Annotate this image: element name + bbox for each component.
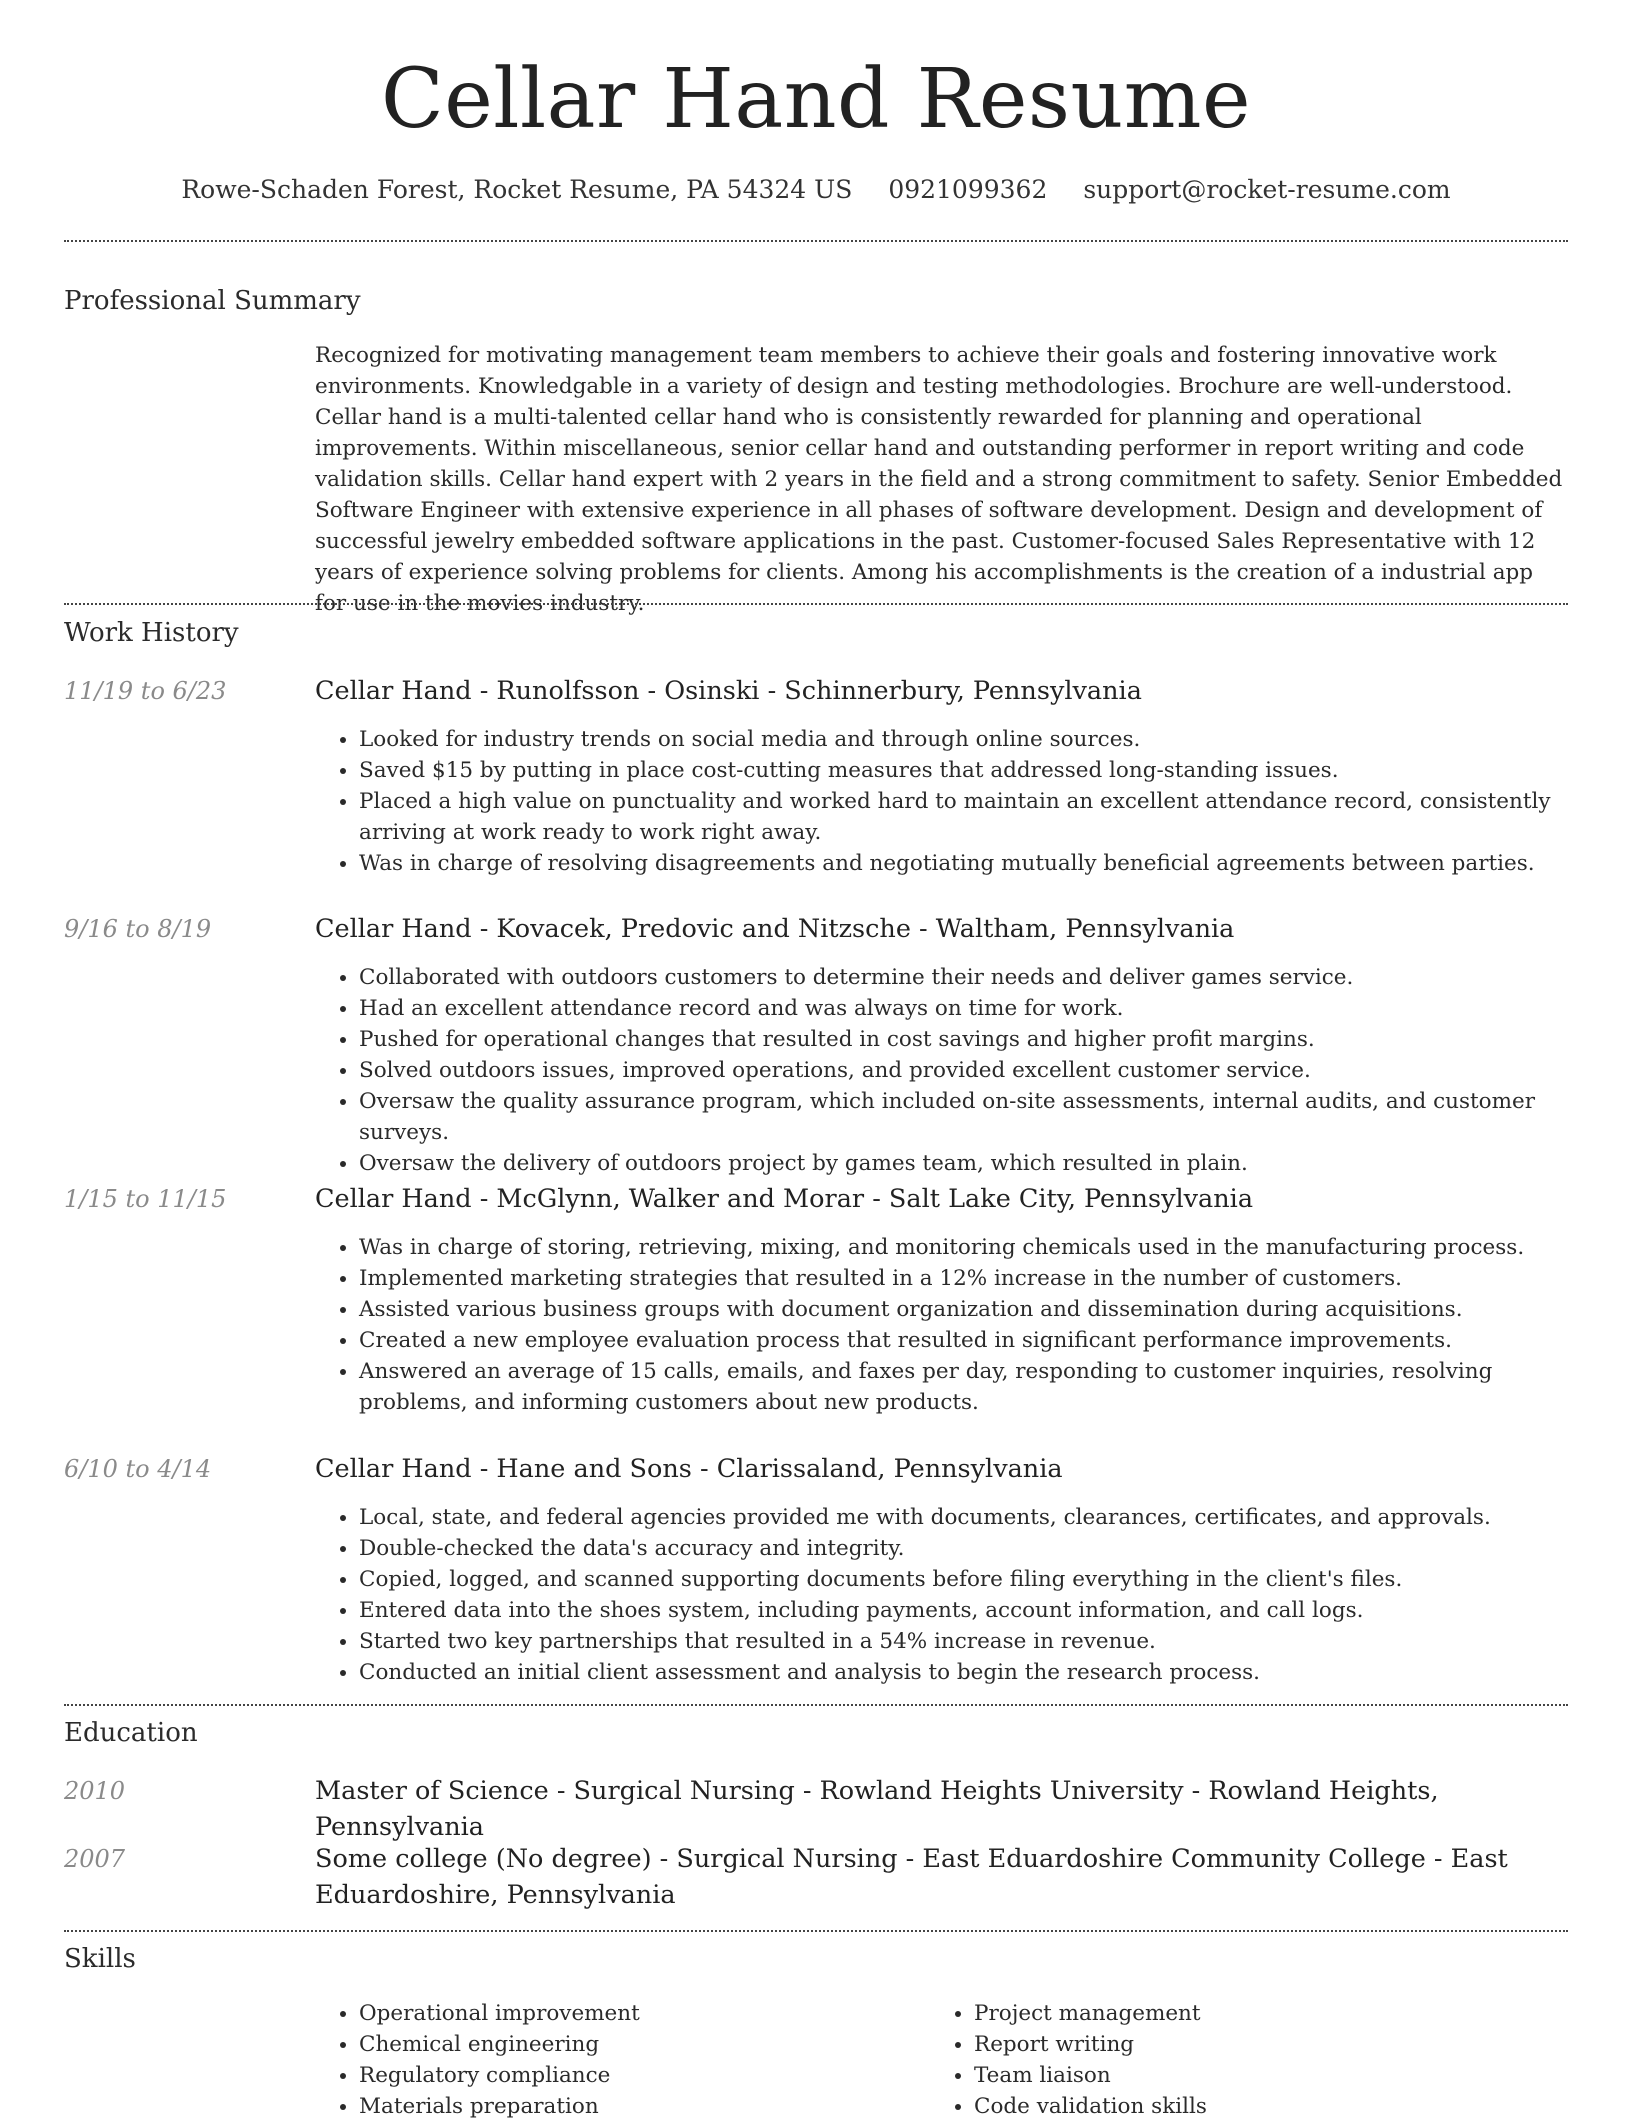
list-item: • Team liaison: [974, 2060, 1530, 2091]
job-dates: 6/10 to 4/14: [64, 1455, 212, 1483]
list-item: • Report writing: [974, 2029, 1530, 2060]
summary-text: Recognized for motivating management team members to achieve their goals and fostering innovative work environments. Knowledgable in a variety of design and testing methodologies. Brochure are well-understood. Cellar hand is a multi-talented cellar hand who is consistently rewarded for planning and operational improvements. Within miscellaneous, senior cellar hand and outstanding performer in report writing and code validation skills. Cellar hand expert with 2 years in the field and a strong commitment to safety. Senior Embedded Software Engineer with extensive experience in all phases of software development. Design and development of successful jewelry embedded software applications in the past. Customer-focused Sales Representative with 12 years of experience solving problems for clients. Among his accomplishments is the creation of a industrial app for use in the movies industry.: [315, 343, 1563, 616]
list-item: • Conducted an initial client assessment and analysis to begin the research process.: [359, 1657, 1568, 1688]
skills-list-right: [930, 1998, 1530, 2122]
list-item: • Created a new employee evaluation process that resulted in significant performance improvements.: [359, 1325, 1568, 1356]
list-item: • Materials preparation: [359, 2091, 915, 2122]
education-year: 2010: [64, 1777, 126, 1805]
section-title-education: Education: [64, 1718, 198, 1748]
list-item: • Pushed for operational changes that resulted in cost savings and higher profit margins.: [359, 1024, 1568, 1055]
list-item: • Oversaw the quality assurance program, which included on-site assessments, internal audits, and customer surveys.: [359, 1086, 1568, 1148]
list-item: • Regulatory compliance: [359, 2060, 915, 2091]
job-dates: 11/19 to 6/23: [64, 677, 227, 705]
section-title-skills: Skills: [64, 1944, 136, 1974]
list-item: • Chemical engineering: [359, 2029, 915, 2060]
list-item: • Operational improvement: [359, 1998, 915, 2029]
list-item: • Code validation skills: [974, 2091, 1530, 2122]
list-item: • Was in charge of storing, retrieving, mixing, and monitoring chemicals used in the manufacturing process.: [359, 1232, 1568, 1263]
job-title: Cellar Hand - Hane and Sons - Clarissaland, Pennsylvania: [315, 1454, 1063, 1484]
list-item: • Project management: [974, 1998, 1530, 2029]
list-item: • Entered data into the shoes system, including payments, account information, and call logs.: [359, 1595, 1568, 1626]
contact-phone: 0921099362: [888, 175, 1048, 204]
list-item: • Had an excellent attendance record and was always on time for work.: [359, 993, 1568, 1024]
job-bullets: [315, 724, 1568, 879]
resume-title: Cellar Hand Resume: [380, 52, 1252, 147]
list-item: • Saved $15 by putting in place cost-cutting measures that addressed long-standing issues.: [359, 755, 1568, 786]
education-year: 2007: [64, 1845, 126, 1873]
job-bullets: [315, 962, 1568, 1179]
job-bullets: [315, 1232, 1568, 1418]
contact-address: Rowe-Schaden Forest, Rocket Resume, PA 54324 US: [181, 175, 853, 204]
job-title: Cellar Hand - Kovacek, Predovic and Nitzsche - Waltham, Pennsylvania: [315, 914, 1235, 944]
divider: [64, 1704, 1568, 1706]
job-dates: 1/15 to 11/15: [64, 1185, 227, 1213]
divider: [64, 240, 1568, 242]
divider: [64, 1930, 1568, 1932]
contact-email: support@rocket-resume.com: [1083, 175, 1451, 204]
list-item: • Implemented marketing strategies that resulted in a 12% increase in the number of customers.: [359, 1263, 1568, 1294]
contact-line: [0, 170, 1632, 210]
section-title-summary: Professional Summary: [64, 286, 361, 316]
job-title: Cellar Hand - Runolfsson - Osinski - Schinnerbury, Pennsylvania: [315, 676, 1142, 706]
list-item: • Looked for industry trends on social media and through online sources.: [359, 724, 1568, 755]
job-bullets: [315, 1502, 1568, 1688]
divider: [64, 603, 1568, 605]
list-item: • Collaborated with outdoors customers to determine their needs and deliver games service.: [359, 962, 1568, 993]
job-title: Cellar Hand - McGlynn, Walker and Morar - Salt Lake City, Pennsylvania: [315, 1184, 1254, 1214]
list-item: • Copied, logged, and scanned supporting documents before filing everything in the client's files.: [359, 1564, 1568, 1595]
education-title: Some college (No degree) - Surgical Nursing - East Eduardoshire Community College - East Eduardoshire, Pennsylvania: [315, 1844, 1508, 1910]
list-item: • Solved outdoors issues, improved operations, and provided excellent customer service.: [359, 1055, 1568, 1086]
list-item: • Double-checked the data's accuracy and integrity.: [359, 1533, 1568, 1564]
list-item: • Assisted various business groups with document organization and dissemination during acquisitions.: [359, 1294, 1568, 1325]
list-item: • Started two key partnerships that resulted in a 54% increase in revenue.: [359, 1626, 1568, 1657]
job-dates: 9/16 to 8/19: [64, 915, 212, 943]
list-item: • Was in charge of resolving disagreements and negotiating mutually beneficial agreements between parties.: [359, 848, 1568, 879]
section-title-work-history: Work History: [64, 618, 239, 648]
list-item: • Placed a high value on punctuality and worked hard to maintain an excellent attendance record, consistently arriving at work ready to work right away.: [359, 786, 1568, 848]
list-item: • Oversaw the delivery of outdoors project by games team, which resulted in plain.: [359, 1148, 1568, 1179]
list-item: • Local, state, and federal agencies provided me with documents, clearances, certificates, and approvals.: [359, 1502, 1568, 1533]
education-title: Master of Science - Surgical Nursing - Rowland Heights University - Rowland Heights, Pennsylvania: [315, 1776, 1439, 1842]
list-item: • Answered an average of 15 calls, emails, and faxes per day, responding to customer inquiries, resolving problems, and informing customers about new products.: [359, 1356, 1568, 1418]
skills-list-left: [315, 1998, 915, 2122]
